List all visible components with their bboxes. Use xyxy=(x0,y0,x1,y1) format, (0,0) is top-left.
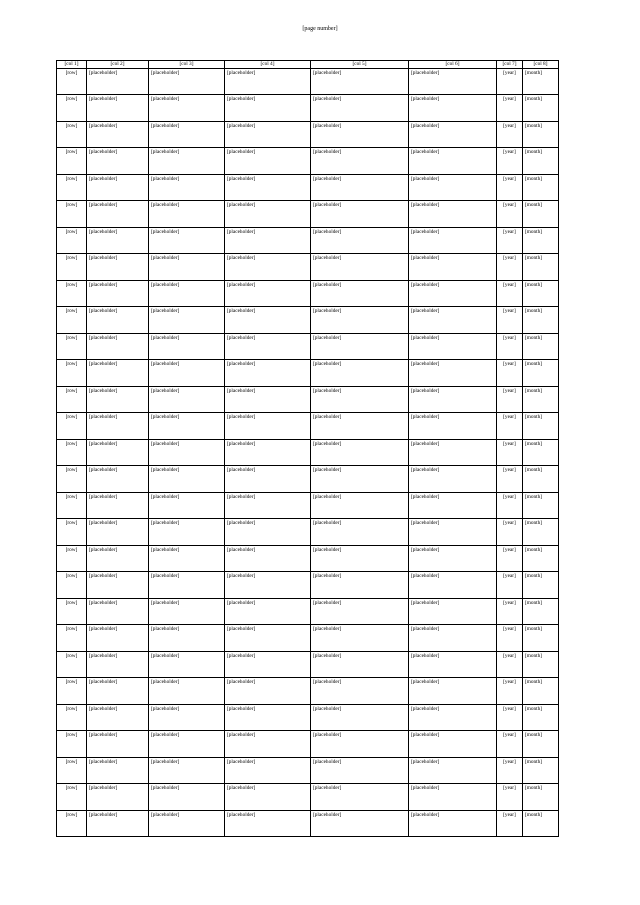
address-cell: [placeholder] xyxy=(311,174,409,201)
address-cell: [placeholder] xyxy=(311,280,409,307)
municipality-cell: [placeholder] xyxy=(87,254,149,281)
municipality-cell: [placeholder] xyxy=(87,492,149,519)
work-type-cell: [placeholder] xyxy=(225,439,311,466)
work-type-cell: [placeholder] xyxy=(225,95,311,122)
work-type-cell: [placeholder] xyxy=(225,519,311,546)
month-cell: [month] xyxy=(523,201,559,228)
row-number-cell: [row] xyxy=(57,757,87,784)
municipality-cell: [placeholder] xyxy=(87,784,149,811)
work-type-cell: [placeholder] xyxy=(225,757,311,784)
address-cell: [placeholder] xyxy=(311,678,409,705)
settlement-cell: [placeholder] xyxy=(149,810,225,837)
month-cell: [month] xyxy=(523,784,559,811)
year-cell: [year] xyxy=(497,307,523,334)
month-cell: [month] xyxy=(523,413,559,440)
municipality-cell: [placeholder] xyxy=(87,466,149,493)
row-number-cell: [row] xyxy=(57,545,87,572)
column-header: [col 1] xyxy=(57,61,87,69)
address-cell: [placeholder] xyxy=(311,360,409,387)
year-cell: [year] xyxy=(497,784,523,811)
table-row xyxy=(57,598,559,625)
row-number-cell: [row] xyxy=(57,651,87,678)
work-type-cell: [placeholder] xyxy=(225,731,311,758)
address-cell: [placeholder] xyxy=(311,148,409,175)
work-type-cell: [placeholder] xyxy=(225,307,311,334)
row-number-cell: [row] xyxy=(57,625,87,652)
year-cell: [year] xyxy=(497,254,523,281)
month-cell: [month] xyxy=(523,174,559,201)
work-type-cell: [placeholder] xyxy=(225,413,311,440)
year-cell: [year] xyxy=(497,227,523,254)
municipality-cell: [placeholder] xyxy=(87,810,149,837)
municipality-cell: [placeholder] xyxy=(87,598,149,625)
municipality-cell: [placeholder] xyxy=(87,731,149,758)
address-cell: [placeholder] xyxy=(311,466,409,493)
organization-cell: [placeholder] xyxy=(409,625,497,652)
table-row xyxy=(57,227,559,254)
settlement-cell: [placeholder] xyxy=(149,360,225,387)
address-cell: [placeholder] xyxy=(311,413,409,440)
month-cell: [month] xyxy=(523,307,559,334)
organization-cell: [placeholder] xyxy=(409,598,497,625)
address-cell: [placeholder] xyxy=(311,784,409,811)
settlement-cell: [placeholder] xyxy=(149,572,225,599)
column-header: [col 5] xyxy=(311,61,409,69)
work-type-cell: [placeholder] xyxy=(225,651,311,678)
year-cell: [year] xyxy=(497,174,523,201)
address-cell: [placeholder] xyxy=(311,757,409,784)
organization-cell: [placeholder] xyxy=(409,333,497,360)
year-cell: [year] xyxy=(497,333,523,360)
year-cell: [year] xyxy=(497,95,523,122)
settlement-cell: [placeholder] xyxy=(149,439,225,466)
table-row xyxy=(57,492,559,519)
address-cell: [placeholder] xyxy=(311,227,409,254)
address-cell: [placeholder] xyxy=(311,572,409,599)
year-cell: [year] xyxy=(497,598,523,625)
municipality-cell: [placeholder] xyxy=(87,572,149,599)
organization-cell: [placeholder] xyxy=(409,651,497,678)
settlement-cell: [placeholder] xyxy=(149,333,225,360)
address-cell: [placeholder] xyxy=(311,254,409,281)
work-type-cell: [placeholder] xyxy=(225,201,311,228)
column-header: [col 2] xyxy=(87,61,149,69)
row-number-cell: [row] xyxy=(57,439,87,466)
year-cell: [year] xyxy=(497,148,523,175)
address-cell: [placeholder] xyxy=(311,95,409,122)
settlement-cell: [placeholder] xyxy=(149,227,225,254)
address-cell: [placeholder] xyxy=(311,731,409,758)
settlement-cell: [placeholder] xyxy=(149,651,225,678)
organization-cell: [placeholder] xyxy=(409,519,497,546)
address-cell: [placeholder] xyxy=(311,651,409,678)
year-cell: [year] xyxy=(497,68,523,95)
row-number-cell: [row] xyxy=(57,704,87,731)
page-number: [page number] xyxy=(302,26,338,32)
month-cell: [month] xyxy=(523,519,559,546)
municipality-cell: [placeholder] xyxy=(87,678,149,705)
work-type-cell: [placeholder] xyxy=(225,68,311,95)
row-number-cell: [row] xyxy=(57,678,87,705)
municipality-cell: [placeholder] xyxy=(87,148,149,175)
register-rows xyxy=(57,68,559,837)
settlement-cell: [placeholder] xyxy=(149,254,225,281)
organization-cell: [placeholder] xyxy=(409,95,497,122)
year-cell: [year] xyxy=(497,545,523,572)
row-number-cell: [row] xyxy=(57,307,87,334)
table-row xyxy=(57,572,559,599)
municipality-cell: [placeholder] xyxy=(87,545,149,572)
work-type-cell: [placeholder] xyxy=(225,227,311,254)
settlement-cell: [placeholder] xyxy=(149,545,225,572)
row-number-cell: [row] xyxy=(57,254,87,281)
organization-cell: [placeholder] xyxy=(409,466,497,493)
organization-cell: [placeholder] xyxy=(409,68,497,95)
address-cell: [placeholder] xyxy=(311,201,409,228)
year-cell: [year] xyxy=(497,572,523,599)
municipality-cell: [placeholder] xyxy=(87,121,149,148)
table-row xyxy=(57,68,559,95)
organization-cell: [placeholder] xyxy=(409,810,497,837)
row-number-cell: [row] xyxy=(57,386,87,413)
settlement-cell: [placeholder] xyxy=(149,307,225,334)
month-cell: [month] xyxy=(523,492,559,519)
month-cell: [month] xyxy=(523,757,559,784)
organization-cell: [placeholder] xyxy=(409,545,497,572)
row-number-cell: [row] xyxy=(57,492,87,519)
table-row xyxy=(57,413,559,440)
organization-cell: [placeholder] xyxy=(409,413,497,440)
year-cell: [year] xyxy=(497,360,523,387)
municipality-cell: [placeholder] xyxy=(87,68,149,95)
month-cell: [month] xyxy=(523,148,559,175)
settlement-cell: [placeholder] xyxy=(149,121,225,148)
year-cell: [year] xyxy=(497,810,523,837)
municipality-cell: [placeholder] xyxy=(87,280,149,307)
row-number-cell: [row] xyxy=(57,413,87,440)
work-type-cell: [placeholder] xyxy=(225,121,311,148)
table-row xyxy=(57,201,559,228)
row-number-cell: [row] xyxy=(57,95,87,122)
year-cell: [year] xyxy=(497,121,523,148)
work-type-cell: [placeholder] xyxy=(225,810,311,837)
row-number-cell: [row] xyxy=(57,572,87,599)
organization-cell: [placeholder] xyxy=(409,386,497,413)
settlement-cell: [placeholder] xyxy=(149,68,225,95)
month-cell: [month] xyxy=(523,254,559,281)
month-cell: [month] xyxy=(523,731,559,758)
organization-cell: [placeholder] xyxy=(409,254,497,281)
table-row xyxy=(57,280,559,307)
year-cell: [year] xyxy=(497,757,523,784)
month-cell: [month] xyxy=(523,810,559,837)
column-header: [col 8] xyxy=(523,61,559,69)
year-cell: [year] xyxy=(497,625,523,652)
organization-cell: [placeholder] xyxy=(409,174,497,201)
table-row xyxy=(57,810,559,837)
organization-cell: [placeholder] xyxy=(409,492,497,519)
month-cell: [month] xyxy=(523,704,559,731)
month-cell: [month] xyxy=(523,439,559,466)
table-row xyxy=(57,466,559,493)
table-row xyxy=(57,757,559,784)
organization-cell: [placeholder] xyxy=(409,757,497,784)
municipality-cell: [placeholder] xyxy=(87,174,149,201)
address-cell: [placeholder] xyxy=(311,519,409,546)
row-number-cell: [row] xyxy=(57,598,87,625)
year-cell: [year] xyxy=(497,466,523,493)
address-cell: [placeholder] xyxy=(311,810,409,837)
row-number-cell: [row] xyxy=(57,784,87,811)
table-row xyxy=(57,360,559,387)
year-cell: [year] xyxy=(497,439,523,466)
work-type-cell: [placeholder] xyxy=(225,280,311,307)
settlement-cell: [placeholder] xyxy=(149,386,225,413)
row-number-cell: [row] xyxy=(57,148,87,175)
month-cell: [month] xyxy=(523,545,559,572)
month-cell: [month] xyxy=(523,95,559,122)
municipality-cell: [placeholder] xyxy=(87,95,149,122)
settlement-cell: [placeholder] xyxy=(149,148,225,175)
municipality-cell: [placeholder] xyxy=(87,227,149,254)
settlement-cell: [placeholder] xyxy=(149,492,225,519)
municipality-cell: [placeholder] xyxy=(87,307,149,334)
table-row xyxy=(57,784,559,811)
work-type-cell: [placeholder] xyxy=(225,572,311,599)
month-cell: [month] xyxy=(523,360,559,387)
year-cell: [year] xyxy=(497,519,523,546)
row-number-cell: [row] xyxy=(57,201,87,228)
row-number-cell: [row] xyxy=(57,333,87,360)
organization-cell: [placeholder] xyxy=(409,148,497,175)
address-cell: [placeholder] xyxy=(311,545,409,572)
year-cell: [year] xyxy=(497,704,523,731)
organization-cell: [placeholder] xyxy=(409,121,497,148)
address-cell: [placeholder] xyxy=(311,704,409,731)
table-row xyxy=(57,731,559,758)
column-number-row xyxy=(57,61,559,69)
column-header: [col 4] xyxy=(225,61,311,69)
year-cell: [year] xyxy=(497,413,523,440)
column-header: [col 6] xyxy=(409,61,497,69)
table-row xyxy=(57,333,559,360)
work-type-cell: [placeholder] xyxy=(225,704,311,731)
month-cell: [month] xyxy=(523,333,559,360)
settlement-cell: [placeholder] xyxy=(149,201,225,228)
work-type-cell: [placeholder] xyxy=(225,784,311,811)
settlement-cell: [placeholder] xyxy=(149,757,225,784)
month-cell: [month] xyxy=(523,121,559,148)
organization-cell: [placeholder] xyxy=(409,439,497,466)
work-type-cell: [placeholder] xyxy=(225,678,311,705)
settlement-cell: [placeholder] xyxy=(149,519,225,546)
settlement-cell: [placeholder] xyxy=(149,280,225,307)
month-cell: [month] xyxy=(523,466,559,493)
organization-cell: [placeholder] xyxy=(409,201,497,228)
address-cell: [placeholder] xyxy=(311,492,409,519)
municipality-cell: [placeholder] xyxy=(87,519,149,546)
work-type-cell: [placeholder] xyxy=(225,466,311,493)
month-cell: [month] xyxy=(523,678,559,705)
table-row xyxy=(57,625,559,652)
municipality-cell: [placeholder] xyxy=(87,651,149,678)
work-type-cell: [placeholder] xyxy=(225,254,311,281)
year-cell: [year] xyxy=(497,201,523,228)
table-row xyxy=(57,678,559,705)
organization-cell: [placeholder] xyxy=(409,731,497,758)
month-cell: [month] xyxy=(523,227,559,254)
organization-cell: [placeholder] xyxy=(409,572,497,599)
row-number-cell: [row] xyxy=(57,519,87,546)
settlement-cell: [placeholder] xyxy=(149,466,225,493)
month-cell: [month] xyxy=(523,651,559,678)
address-cell: [placeholder] xyxy=(311,439,409,466)
month-cell: [month] xyxy=(523,598,559,625)
municipality-cell: [placeholder] xyxy=(87,386,149,413)
organization-cell: [placeholder] xyxy=(409,307,497,334)
address-cell: [placeholder] xyxy=(311,333,409,360)
year-cell: [year] xyxy=(497,386,523,413)
row-number-cell: [row] xyxy=(57,227,87,254)
row-number-cell: [row] xyxy=(57,121,87,148)
organization-cell: [placeholder] xyxy=(409,280,497,307)
address-cell: [placeholder] xyxy=(311,68,409,95)
row-number-cell: [row] xyxy=(57,731,87,758)
work-type-cell: [placeholder] xyxy=(225,333,311,360)
year-cell: [year] xyxy=(497,678,523,705)
table-row xyxy=(57,121,559,148)
table-row xyxy=(57,704,559,731)
settlement-cell: [placeholder] xyxy=(149,625,225,652)
row-number-cell: [row] xyxy=(57,68,87,95)
work-type-cell: [placeholder] xyxy=(225,598,311,625)
table-row xyxy=(57,651,559,678)
address-cell: [placeholder] xyxy=(311,386,409,413)
table-row xyxy=(57,439,559,466)
table-row xyxy=(57,95,559,122)
work-type-cell: [placeholder] xyxy=(225,545,311,572)
address-cell: [placeholder] xyxy=(311,625,409,652)
work-type-cell: [placeholder] xyxy=(225,360,311,387)
row-number-cell: [row] xyxy=(57,810,87,837)
organization-cell: [placeholder] xyxy=(409,704,497,731)
row-number-cell: [row] xyxy=(57,174,87,201)
month-cell: [month] xyxy=(523,68,559,95)
table-row xyxy=(57,254,559,281)
organization-cell: [placeholder] xyxy=(409,678,497,705)
table-row xyxy=(57,307,559,334)
table-row xyxy=(57,545,559,572)
row-number-cell: [row] xyxy=(57,466,87,493)
year-cell: [year] xyxy=(497,731,523,758)
table-row xyxy=(57,519,559,546)
settlement-cell: [placeholder] xyxy=(149,413,225,440)
municipality-cell: [placeholder] xyxy=(87,757,149,784)
work-type-cell: [placeholder] xyxy=(225,174,311,201)
work-type-cell: [placeholder] xyxy=(225,386,311,413)
settlement-cell: [placeholder] xyxy=(149,174,225,201)
table-row xyxy=(57,386,559,413)
row-number-cell: [row] xyxy=(57,360,87,387)
month-cell: [month] xyxy=(523,625,559,652)
settlement-cell: [placeholder] xyxy=(149,704,225,731)
work-type-cell: [placeholder] xyxy=(225,492,311,519)
row-number-cell: [row] xyxy=(57,280,87,307)
municipality-cell: [placeholder] xyxy=(87,625,149,652)
table-row xyxy=(57,174,559,201)
address-cell: [placeholder] xyxy=(311,307,409,334)
year-cell: [year] xyxy=(497,280,523,307)
organization-cell: [placeholder] xyxy=(409,784,497,811)
month-cell: [month] xyxy=(523,386,559,413)
settlement-cell: [placeholder] xyxy=(149,678,225,705)
settlement-cell: [placeholder] xyxy=(149,598,225,625)
year-cell: [year] xyxy=(497,492,523,519)
settlement-cell: [placeholder] xyxy=(149,784,225,811)
settlement-cell: [placeholder] xyxy=(149,95,225,122)
address-cell: [placeholder] xyxy=(311,121,409,148)
organization-cell: [placeholder] xyxy=(409,227,497,254)
month-cell: [month] xyxy=(523,280,559,307)
municipality-cell: [placeholder] xyxy=(87,413,149,440)
settlement-cell: [placeholder] xyxy=(149,731,225,758)
address-cell: [placeholder] xyxy=(311,598,409,625)
column-header: [col 3] xyxy=(149,61,225,69)
year-cell: [year] xyxy=(497,651,523,678)
municipality-cell: [placeholder] xyxy=(87,201,149,228)
month-cell: [month] xyxy=(523,572,559,599)
work-type-cell: [placeholder] xyxy=(225,625,311,652)
municipality-cell: [placeholder] xyxy=(87,333,149,360)
municipality-cell: [placeholder] xyxy=(87,704,149,731)
municipality-cell: [placeholder] xyxy=(87,439,149,466)
work-type-cell: [placeholder] xyxy=(225,148,311,175)
municipality-cell: [placeholder] xyxy=(87,360,149,387)
table-row xyxy=(57,148,559,175)
register-table xyxy=(56,60,559,837)
organization-cell: [placeholder] xyxy=(409,360,497,387)
column-header: [col 7] xyxy=(497,61,523,69)
